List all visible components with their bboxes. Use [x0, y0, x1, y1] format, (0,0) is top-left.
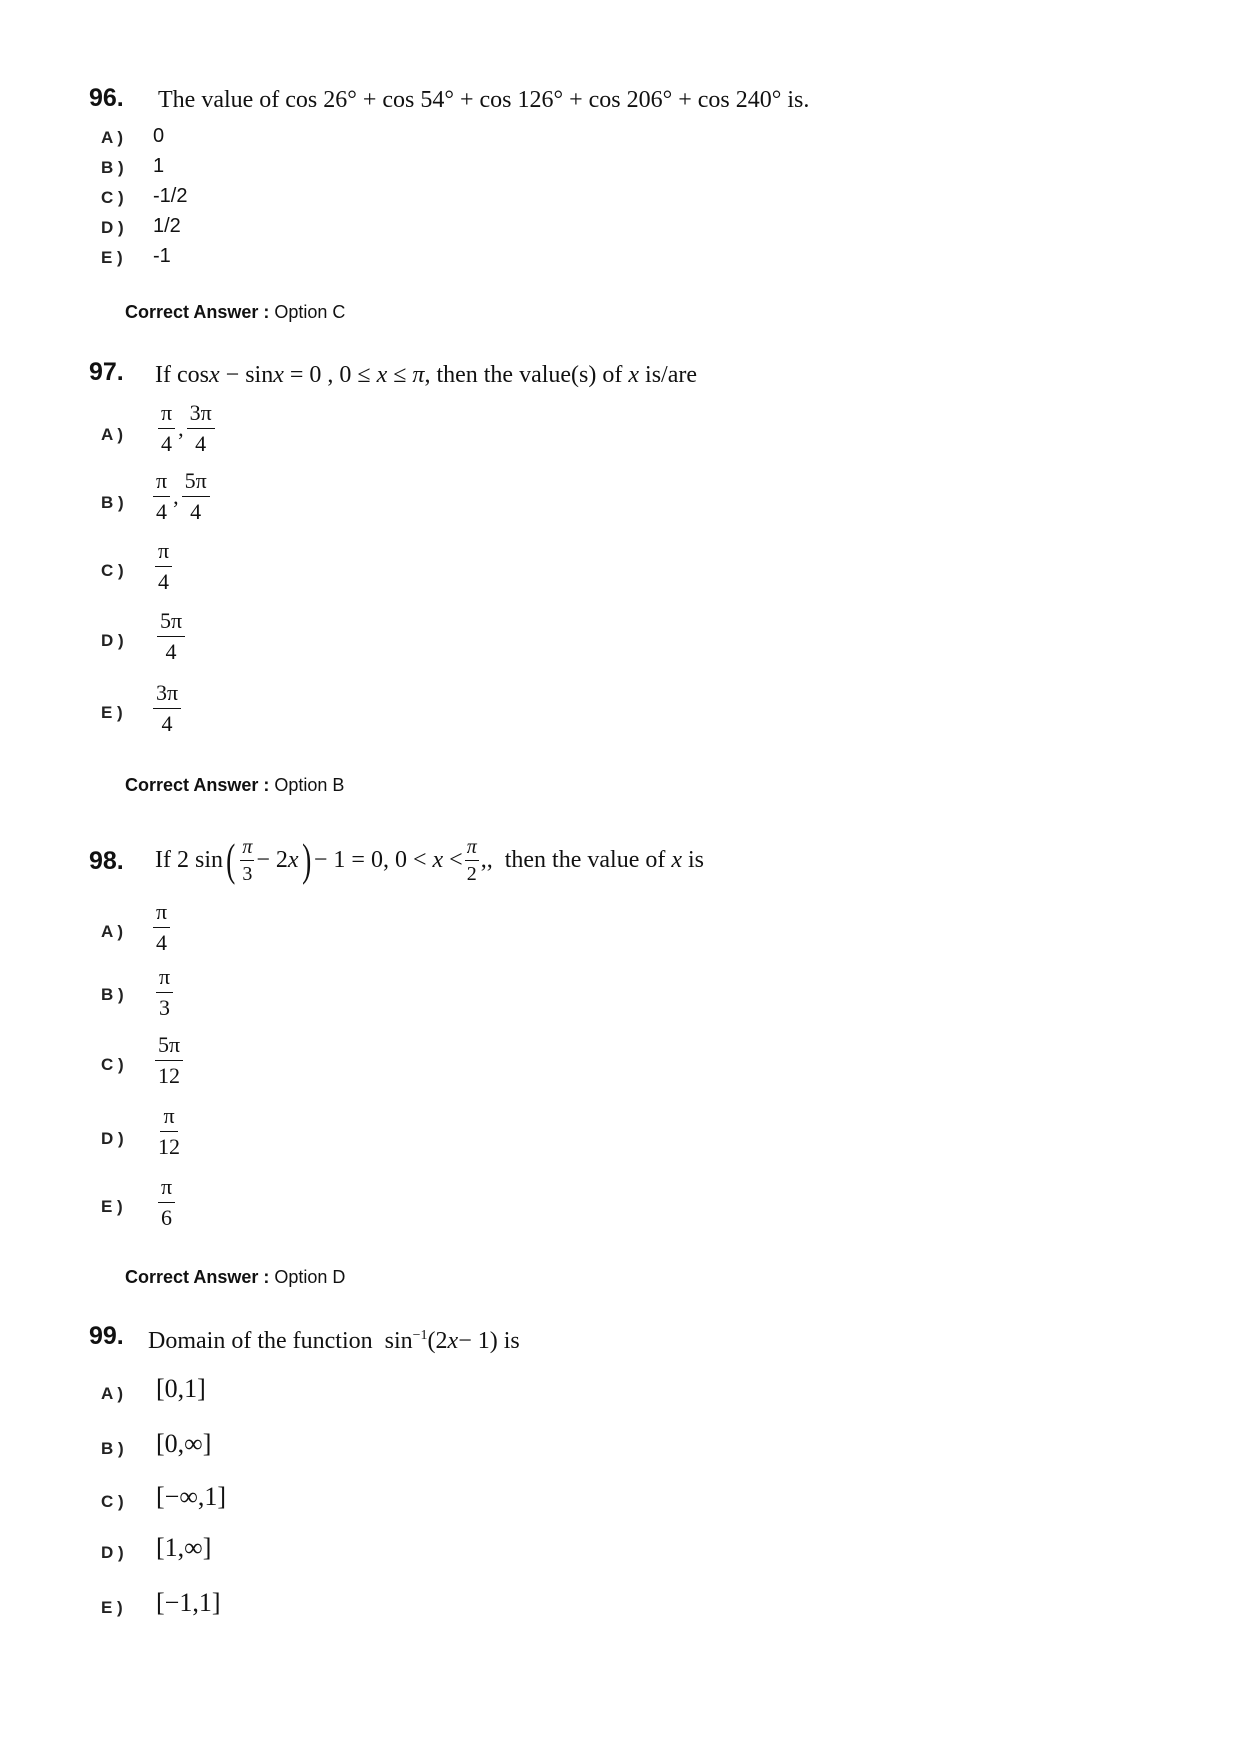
question-number: 99. [89, 1322, 124, 1350]
option-label: C ) [101, 188, 124, 207]
option-c[interactable]: [−∞,1] [156, 1482, 227, 1511]
option-label: D ) [101, 1543, 124, 1562]
option-label: B ) [101, 1439, 124, 1458]
option-d[interactable]: 1/2 [153, 215, 181, 237]
option-label: D ) [101, 218, 124, 237]
option-label: A ) [101, 128, 124, 147]
option-b[interactable]: π 4 , 5π 4 [153, 470, 210, 523]
correct-answer-value: Option C [274, 302, 346, 322]
correct-answer-value: Option D [274, 1267, 346, 1287]
option-label: D ) [101, 631, 124, 650]
option-e[interactable]: π 6 [158, 1176, 175, 1229]
option-label: E ) [101, 248, 123, 267]
option-d[interactable]: [1,∞] [156, 1533, 212, 1562]
correct-answer [125, 1267, 345, 1288]
option-b[interactable]: 1 [153, 155, 165, 177]
question-number: 96. [89, 84, 124, 112]
option-a[interactable]: π 4 [153, 901, 170, 954]
option-label: E ) [101, 703, 123, 722]
question-text: If cosx − sinx = 0 , 0 ≤ x ≤ π, then the value(s) of x is/are [155, 362, 698, 388]
option-e[interactable]: -1 [153, 245, 171, 267]
option-e[interactable]: 3π 4 [153, 682, 181, 735]
correct-answer-label: Correct Answer : [125, 1267, 270, 1287]
question-number: 98. [89, 847, 124, 875]
option-a[interactable]: π 4 , 3π 4 [158, 402, 215, 455]
option-e[interactable]: [−1,1] [156, 1588, 221, 1617]
option-label: A ) [101, 922, 124, 941]
option-label: A ) [101, 1384, 124, 1403]
question-text: The value of cos 26° + cos 54° + cos 126° + cos 206° + cos 240° is. [158, 87, 810, 113]
option-a[interactable]: [0,1] [156, 1374, 206, 1403]
option-c[interactable]: -1/2 [153, 185, 188, 207]
option-label: B ) [101, 985, 124, 1004]
option-label: E ) [101, 1197, 123, 1216]
correct-answer-label: Correct Answer : [125, 302, 270, 322]
option-label: B ) [101, 493, 124, 512]
option-label: C ) [101, 1055, 124, 1074]
option-b[interactable]: π 3 [156, 966, 173, 1019]
option-label: A ) [101, 425, 124, 444]
correct-answer [125, 775, 344, 796]
option-label: C ) [101, 561, 124, 580]
option-c[interactable]: 5π 12 [155, 1034, 183, 1087]
correct-answer-label: Correct Answer : [125, 775, 270, 795]
option-c[interactable]: π 4 [155, 540, 172, 593]
question-text: If 2 sin ( $\frac{\pi}{3}$ − 2 x ) − 1 = 0, 0 < x < $\frac{\pi}{2}$ ,, then the value of x is [155, 834, 705, 885]
question-number: 97. [89, 358, 124, 386]
option-a[interactable]: 0 [153, 125, 165, 147]
correct-answer [125, 302, 345, 323]
option-label: D ) [101, 1129, 124, 1148]
option-label: E ) [101, 1598, 123, 1617]
option-b[interactable]: [0,∞] [156, 1429, 212, 1458]
question-text: Domain of the function $\sin^{-1}(2x- 1)$ is [148, 1328, 520, 1354]
option-d[interactable]: π 12 [158, 1103, 180, 1159]
option-d[interactable]: 5π 4 [157, 610, 185, 663]
correct-answer-value: Option B [274, 775, 345, 795]
option-label: B ) [101, 158, 124, 177]
option-label: C ) [101, 1492, 124, 1511]
